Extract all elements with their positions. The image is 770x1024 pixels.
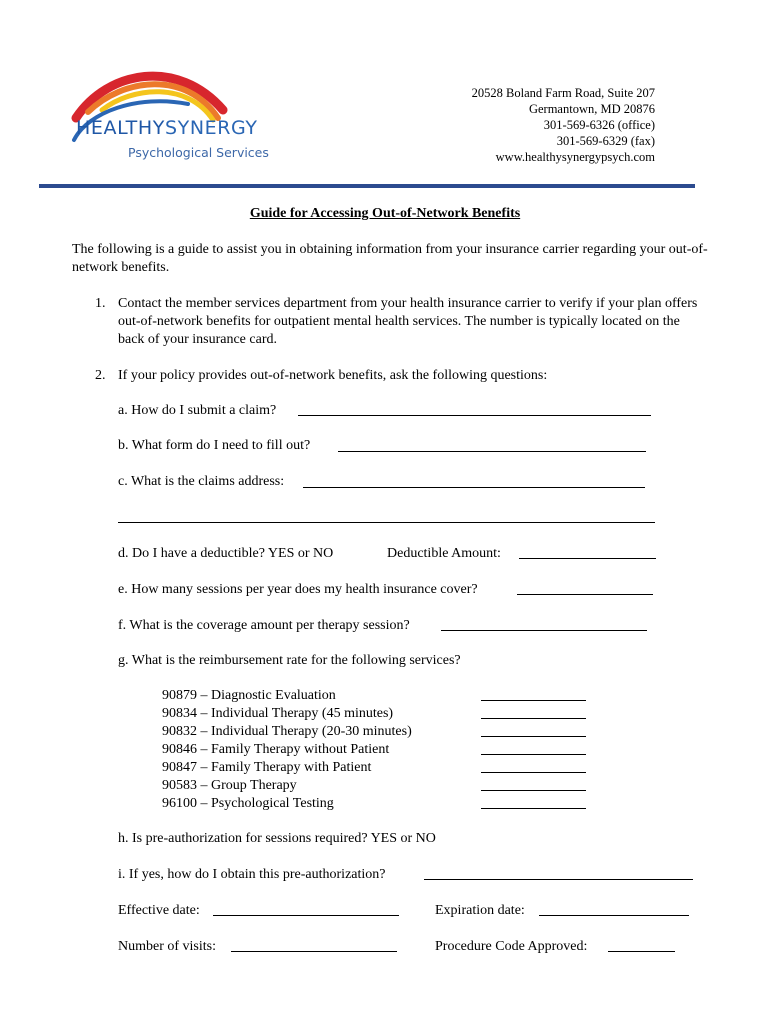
- expiration-date-field[interactable]: [539, 914, 689, 916]
- question-i: i. If yes, how do I obtain this pre-authorization?: [118, 867, 386, 882]
- procedure-code-field[interactable]: [608, 950, 675, 952]
- address-office-phone: 301-569-6326 (office): [543, 118, 655, 132]
- service-item: 90846 – Family Therapy without Patient: [162, 742, 390, 757]
- service-item: 90832 – Individual Therapy (20-30 minutes): [162, 724, 412, 739]
- service-rate-field[interactable]: [481, 771, 586, 773]
- service-item: 96100 – Psychological Testing: [162, 796, 334, 811]
- logo-wordmark: [76, 116, 258, 140]
- expiration-date-label: Expiration date:: [435, 903, 525, 918]
- question-d: d. Do I have a deductible? YES or NO: [118, 546, 334, 561]
- answer-f-field[interactable]: [441, 629, 647, 631]
- deductible-amount-field[interactable]: [519, 557, 656, 559]
- service-item: 90583 – Group Therapy: [162, 778, 297, 793]
- procedure-code-label: Procedure Code Approved:: [435, 939, 588, 954]
- question-b: b. What form do I need to fill out?: [118, 438, 311, 453]
- service-rate-field[interactable]: [481, 699, 586, 701]
- address-city: Germantown, MD 20876: [528, 102, 655, 116]
- answer-c-field-line2[interactable]: [118, 521, 655, 523]
- answer-e-field[interactable]: [517, 593, 653, 595]
- service-item: 90879 – Diagnostic Evaluation: [162, 688, 336, 703]
- question-f: f. What is the coverage amount per therapy session?: [118, 618, 410, 633]
- address-website: www.healthysynergypsych.com: [495, 150, 655, 164]
- question-h: h. Is pre-authorization for sessions required? YES or NO: [118, 831, 436, 846]
- step-1-text: Contact the member services department from your health insurance carrier to verify if your plan offers out-of-network benefits for outpatient mental health services. The number is typically located on the back of your insurance card.: [118, 296, 698, 347]
- question-g: g. What is the reimbursement rate for the following services?: [118, 653, 461, 668]
- address-street: 20528 Boland Farm Road, Suite 207: [471, 86, 655, 100]
- service-item: 90847 – Family Therapy with Patient: [162, 760, 372, 775]
- number-of-visits-field[interactable]: [231, 950, 397, 952]
- question-c: c. What is the claims address:: [118, 474, 285, 489]
- question-e: e. How many sessions per year does my health insurance cover?: [118, 582, 478, 597]
- step-1-number: 1.: [95, 296, 106, 311]
- answer-i-field[interactable]: [424, 878, 693, 880]
- intro-paragraph: The following is a guide to assist you in obtaining information from your insurance carrier regarding your out-of-network benefits.: [72, 242, 708, 275]
- address-block: [472, 85, 655, 165]
- effective-date-field[interactable]: [213, 914, 399, 916]
- service-item: 90834 – Individual Therapy (45 minutes): [162, 706, 394, 721]
- address-fax: 301-569-6329 (fax): [556, 134, 655, 148]
- answer-c-field[interactable]: [303, 486, 645, 488]
- service-rate-field[interactable]: [481, 753, 586, 755]
- answer-b-field[interactable]: [338, 450, 646, 452]
- page-title: Guide for Accessing Out-of-Network Benefits: [249, 206, 521, 221]
- service-rate-field[interactable]: [481, 789, 586, 791]
- logo-name-part1: HEALTHY: [76, 117, 165, 139]
- deductible-amount-label: Deductible Amount:: [387, 546, 501, 561]
- logo-subtitle: Psychological Services: [128, 145, 269, 160]
- service-rate-field[interactable]: [481, 807, 586, 809]
- service-rate-field[interactable]: [481, 735, 586, 737]
- step-2-number: 2.: [95, 368, 106, 383]
- question-a: a. How do I submit a claim?: [118, 403, 277, 418]
- step-2-text: If your policy provides out-of-network benefits, ask the following questions:: [118, 368, 548, 383]
- answer-a-field[interactable]: [298, 414, 651, 416]
- logo-name-part2: SYNERGY: [164, 117, 258, 139]
- header-divider: [39, 184, 695, 188]
- effective-date-label: Effective date:: [118, 903, 200, 918]
- number-of-visits-label: Number of visits:: [118, 939, 216, 954]
- service-rate-field[interactable]: [481, 717, 586, 719]
